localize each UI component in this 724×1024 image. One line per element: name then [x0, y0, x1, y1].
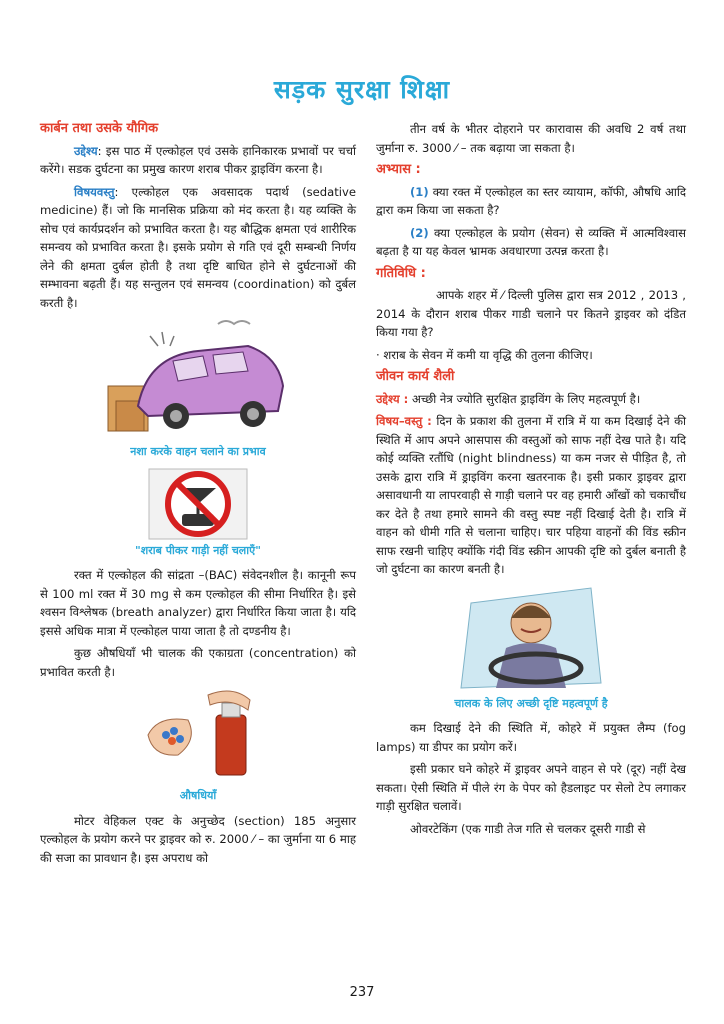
medicine-paragraph: कुछ औषधियाँ भी चालक की एकाग्रता (concentration) को प्रभावित करती है।: [40, 646, 356, 679]
fog-paragraph: कम दिखाई देने की स्थिति में, कोहरे में प्रयुक्त लैम्प (fog lamps) या डीपर का प्रयोग करें।: [376, 721, 686, 754]
question-2-text: क्या एल्कोहल के प्रयोग (सेवन) से व्यक्ति में आत्मविश्वास बढ़ता है या यह केवल भ्रामक अवधारणा उत्पन्न करता है।: [376, 225, 687, 258]
caption-driver: चालक के लिए अच्छी दृष्टि महत्वपूर्ण है: [454, 696, 608, 710]
page-title: सड़क सुरक्षा शिक्षा: [273, 75, 451, 104]
content-text: : एल्कोहल एक अवसादक पदार्थ (sedative medicine) हैं। जो कि मानसिक प्रक्रिया को मंद करता है। यह व्यक्ति के सोच एवं कार्यप्रदर्शन को प्रभावित करता है। यह बौद्धिक क्षमता एवं शारीरिक समन्वय को प्रभावित करता है। इसके प्रयोग से गति एवं दूरी सम्बन्धी निर्णय लेने की क्षमता दुर्बल होती है तथा दृष्टि बाधित होने से दुर्घटनाओं की सम्भावना बढ़ती हैं। यह सन्तुलन एवं समन्वय (coordination) को दुर्बल करती है।: [40, 184, 356, 310]
question-2: [376, 224, 686, 261]
content-label: विषयवस्तु: [74, 184, 115, 199]
exercise-heading: अभ्यास :: [376, 162, 421, 177]
drunk-car-crash-illustration: [98, 316, 298, 441]
objective-label: उद्देश्य: [74, 143, 98, 158]
lifestyle-heading: जीवन कार्य शैली: [376, 369, 455, 384]
no-drink-drive-sign: [148, 468, 248, 540]
question-1-text: क्या रक्त में एल्कोहल का स्तर व्यायाम, कॉफी, औषधि आदि द्वारा कम किया जा सकता है?: [376, 184, 686, 217]
question-2-number: (2): [410, 225, 429, 240]
left-column: [40, 120, 356, 871]
caption-sign: "शराब पीकर गाड़ी नहीं चलाएँ": [135, 543, 261, 557]
lifestyle-content-text: दिन के प्रकाश की तुलना में रात्रि में या कम दिखाई देने की स्थिति में आप अपने आसपास की वस्तुओं को साफ नहीं देख पाते है। यदि कोई व्यक्ति रतौंधि (night blindness) या कम नजर से पीड़ित है, तो उसके द्वारा रात्रि में ड्राइविंग करना खतरनाक है। इसी प्रकार ड्राइवर द्वारा असावधानी या लापरवाही से गाड़ी चलाने पर वह हमारी आँखों को चकाचौंध कर देते है तथा हमारे सामने की वस्तु स्पष्ट नहीं दिखाई देती है। रात्रि में वाहन को धीमी गति से चलाना चाहिए। चार पहिया वाहनों की विंड स्क्रीन साफ रखनी चाहिए क्योंकि गंदी विंड स्क्रीन आपकी दृष्टि को दुर्बल बनाती है जो दुर्घटना का कारण बनती है।: [376, 414, 686, 576]
dense-fog-paragraph: इसी प्रकार घने कोहरे में ड्राइवर अपने वाहन से परे (दूर) नहीं देख सकता। ऐसी स्थिति में पीले रंग के पेपर को हैडलाइट पर सेलो टेप लगाकर गाड़ी सुरक्षित चलावें।: [376, 762, 686, 813]
right-column: [376, 120, 686, 842]
medicine-illustration: [138, 685, 258, 785]
question-1-number: (1): [410, 184, 429, 199]
content-paragraph: [40, 183, 356, 313]
activity-bullet: · शराब के सेवन में कमी या वृद्धि की तुलना कीजिए।: [376, 347, 593, 362]
penalty-continuation: तीन वर्ष के भीतर दोहराने पर कारावास की अवधि 2 वर्ष तथा जुर्माना रु. 3000 ⁄ – तक बढ़ाया जा सकता है।: [376, 122, 686, 155]
caption-car: नशा करके वाहन चलाने का प्रभाव: [130, 445, 266, 458]
driver-illustration: [451, 583, 611, 693]
act-paragraph: मोटर वेहिकल एक्ट के अनुच्छेद (section) 185 अनुसार एल्कोहल के प्रयोग करने पर ड्राइवर को रु. 2000 ⁄ – का जुर्माना या 6 माह की सजा का प्रावधान है। इस अपराध को: [40, 813, 356, 865]
bac-paragraph: रक्त में एल्कोहल की सांद्रता –(BAC) संवेदनशील है। कानूनी रूप से 100 ml रक्त में 30 mg से कम एल्कोहल की सीमा निर्धारित है। इसे श्वसन विश्लेषक (breath analyzer) द्वारा निर्धारित किया जाता है। यदि इससे अधिक मात्रा में एल्कोहल पाया जाता है तो दण्डनीय है।: [40, 568, 356, 638]
question-1: [376, 183, 686, 220]
page-number: 237: [349, 985, 375, 1000]
lifestyle-objective: [376, 390, 686, 409]
overtake-paragraph: ओवरटेकिंग (एक गाडी तेज गति से चलकर दूसरी गाडी से: [410, 821, 646, 836]
objective-paragraph: [40, 142, 356, 179]
activity-heading: गतिविधि :: [376, 265, 426, 281]
lifestyle-content: [376, 412, 686, 579]
objective-text: : इस पाठ में एल्कोहल एवं उसके हानिकारक प्रभावों पर चर्चा करेंगे। सडक दुर्घटना का प्रमुख कारण शराब पीकर ड्राइविंग करना है।: [40, 143, 356, 176]
lifestyle-content-label: विषय–वस्तु :: [376, 414, 432, 428]
activity-text: आपके शहर में ⁄ दिल्ली पुलिस द्वारा सत्र 2012 , 2013 , 2014 के दौरान शराब पीकर गाडी चलाने पर कितने ड्राइवर को दंडित किया गया है?: [376, 288, 686, 339]
caption-medicine: औषधियाँ: [179, 789, 217, 802]
section-heading-carbon: कार्बन तथा उसके यौगिक: [40, 121, 159, 136]
lifestyle-objective-label: उद्देश्य :: [376, 391, 409, 406]
lifestyle-objective-text: अच्छी नेत्र ज्योति सुरक्षित ड्राइविंग के लिए महत्वपूर्ण है।: [411, 391, 641, 406]
